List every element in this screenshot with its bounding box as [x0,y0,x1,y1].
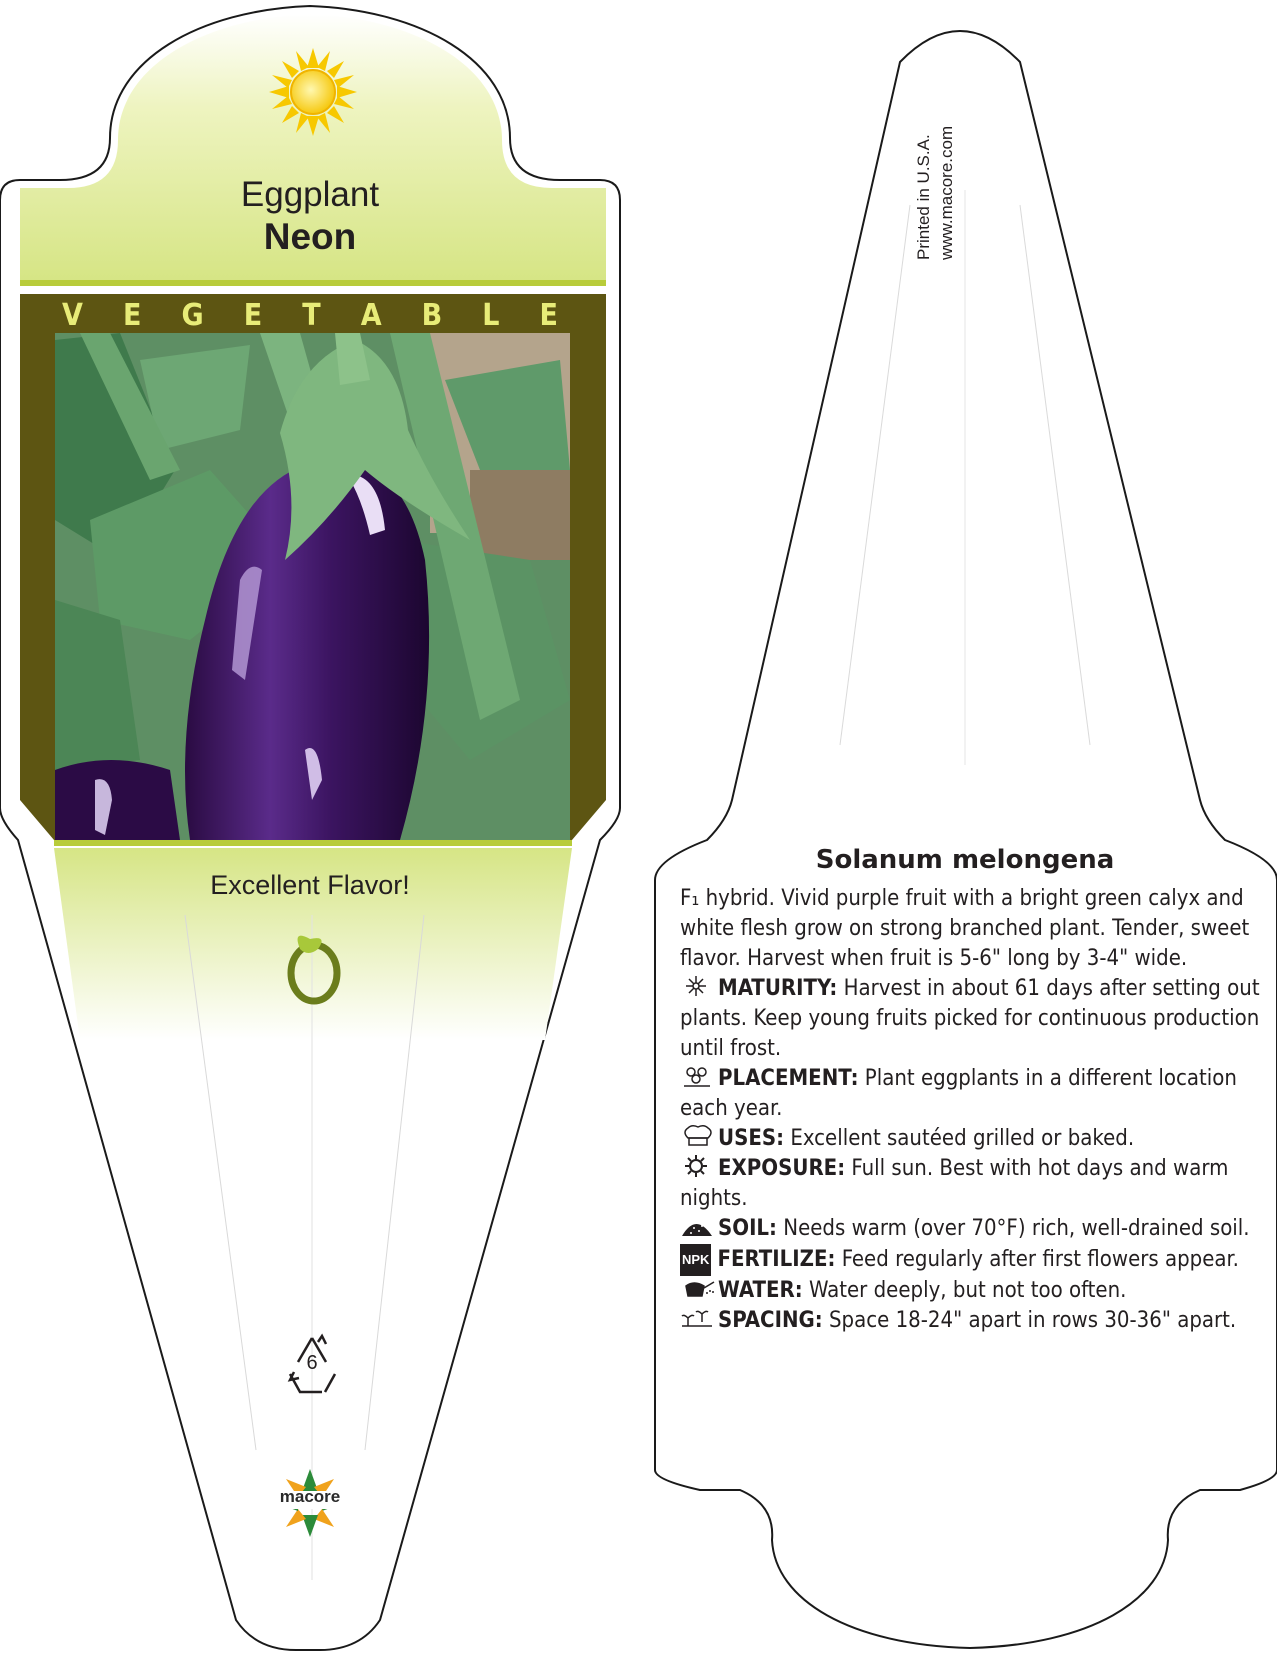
eggplant-photo [55,333,570,840]
info-row-fertilize: NPK FERTILIZE: Feed regularly after first flowers appear. [680,1244,1270,1276]
category-letter: V [62,298,83,333]
category-letter: E [122,298,142,333]
brand-name: macore [279,1487,341,1506]
print-info [912,60,958,260]
category-letter: L [482,298,500,333]
chef-hat-icon [680,1124,718,1146]
category-letter: A [360,298,382,333]
info-row-spacing: SPACING: Space 18-24" apart in rows 30-36" apart. [680,1306,1270,1336]
info-row-maturity: MATURITY: Harvest in about 61 days after setting out plants. Keep young fruits picked for continuous production until frost. [680,976,1260,1061]
recycle-number: 6 [306,1352,318,1374]
info-row-exposure: EXPOSURE: Full sun. Best with hot days and warm nights. [680,1156,1229,1211]
category-letter: E [243,298,263,333]
npk-icon: NPK [680,1244,711,1276]
category-letter: B [421,298,443,333]
website: www.macore.com [937,125,956,260]
soil-mound-icon [680,1214,718,1236]
printed-in: Printed in U.S.A. [914,134,933,260]
back-tag-outline [655,31,1277,1648]
variety-name: Neon [263,216,357,257]
spacing-seedlings-icon [680,1306,718,1328]
info-row-water: WATER: Water deeply, but not too often. [680,1276,1270,1306]
info-row-placement: PLACEMENT: Plant eggplants in a different location each year. [680,1066,1237,1121]
category-letter: T [302,298,321,333]
info-row-soil: SOIL: Needs warm (over 70°F) rich, well-drained soil. [680,1214,1270,1244]
maturity-flower-icon [680,974,718,996]
botanical-name: Solanum melongena [815,845,1115,875]
category-label [40,298,580,334]
growing-info [680,884,1270,1336]
watering-can-icon [680,1276,718,1298]
description: F₁ hybrid. Vivid purple fruit with a bright green calyx and white flesh grow on strong branched plant. Tender, sweet flavor. Harvest when fruit is 5-6" long by 3-4" wide. [680,886,1250,971]
plant-name: Eggplant [240,175,380,214]
sun-icon [680,1154,718,1176]
tagline: Excellent Flavor! [210,870,410,900]
category-letter: E [539,298,558,333]
info-row-uses: USES: Excellent sautéed grilled or baked. [680,1124,1270,1154]
placement-flowers-icon [680,1064,718,1086]
category-letter: G [181,298,204,333]
sun-icon [269,48,357,136]
